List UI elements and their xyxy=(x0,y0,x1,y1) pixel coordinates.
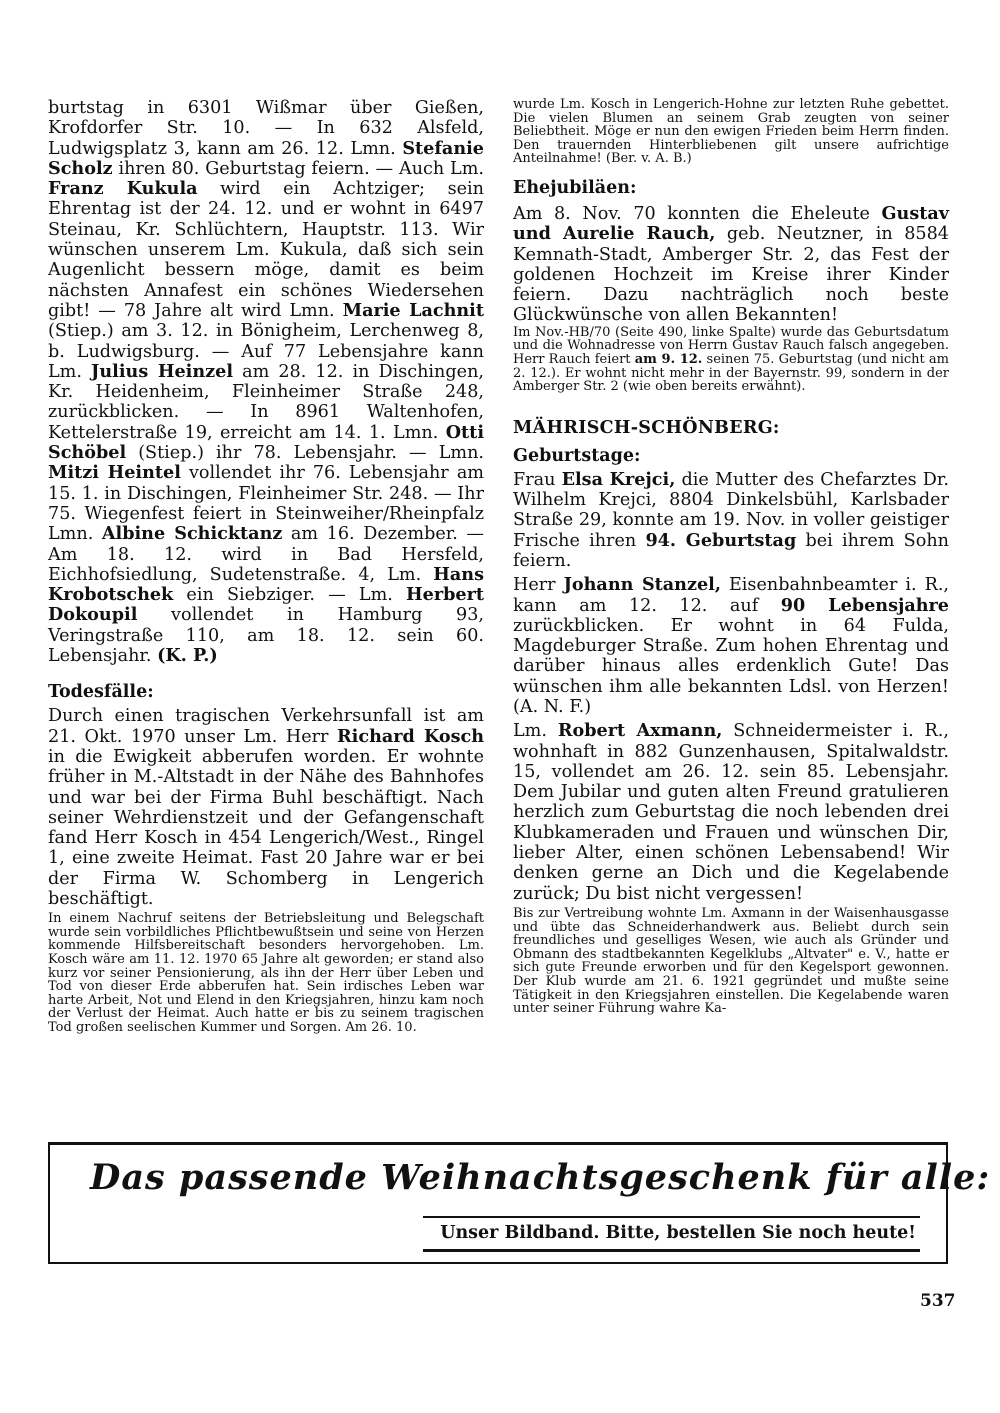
bold-name: 94. Geburtstag xyxy=(645,529,797,551)
text-run: ein Siebziger. — Lm. xyxy=(173,585,407,606)
birthday-krejci xyxy=(513,470,949,571)
text-run: Frau xyxy=(513,469,562,490)
bold-name: Johann Stanzel, xyxy=(563,574,721,596)
text-run: seinen 75. Geburtstag (und nicht am 2. 12.). Er wohnt nicht mehr in der Bayernstr. 99, sondern in der Amberger Str. 2 (wie oben bereits erwähnt). xyxy=(513,351,950,395)
bold-name: Franz Kukula xyxy=(48,178,198,200)
text-run: r xyxy=(70,98,80,118)
bold-name: Gustav und Aurelie Rauch, xyxy=(513,202,949,245)
advertisement-subline-box xyxy=(423,1216,920,1252)
text-run: zurückblicken. Er wohnt in 64 Fulda, Magdeburger Straße. Zum hohen Ehrentag und darüber hinaus alles erdenklich Gute! Das wünschen ihm alle bekannten Ldsl. von Herzen! (A. N. F.) xyxy=(513,615,949,717)
bold-name: Herbert Dokoupil xyxy=(48,584,484,626)
text-run: Herr xyxy=(513,575,564,596)
bold-name: Albine Schicktanz xyxy=(101,523,283,545)
bold-name: (K. P.) xyxy=(157,645,218,667)
bold-name: 90 Lebensjahre xyxy=(780,594,949,616)
bold-name: Robert Axmann, xyxy=(557,720,723,742)
bold-name: Elsa Krejci, xyxy=(561,468,676,490)
bold-name: Hans Krobotschek xyxy=(48,563,484,606)
advertisement-headline: Das passende Weihnachtsgeschenk für alle: xyxy=(90,1157,991,1198)
text-run: vollendet in Hamburg 93, Veringstraße 110, am 18. 12. sein 60. Lebensjahr. xyxy=(48,605,484,667)
bold-name: Otti Schöbel xyxy=(48,421,484,464)
bold-name: Mitzi Heintel xyxy=(48,462,181,484)
bold-name: Richard Kosch xyxy=(337,725,484,747)
text-run: bei ihrem Sohn feiern. xyxy=(513,530,949,571)
text-run: vollendet ihr 76. Lebensjahr am 15. 1. in Dischingen, Fleinheimer Str. 248. — Ihr 75. Wiegenfest feiert in Steinweiher/Rheinpfalz Lmn. xyxy=(48,463,484,545)
birthday-stanzel xyxy=(513,575,949,717)
advertisement-subline: Unser Bildband. Bitte, bestellen Sie noch heute! xyxy=(440,1223,916,1243)
text-run: ihren 80. Geburtstag feiern. — Auch Lm. xyxy=(112,158,484,179)
jubilee-correction xyxy=(513,326,949,394)
text-run: Am 8. Nov. 70 konnten die Eheleute xyxy=(513,203,882,224)
text-run: bu xyxy=(48,98,71,118)
jubilee-text xyxy=(513,204,949,326)
jubilee-heading: Ehejubiläen: xyxy=(513,177,637,198)
text-run: Im Nov.-HB/70 (Seite 490, linke Spalte) wurde das Geburtsdatum und die Wohnadresse von Herrn Gustav Rauch falsch angegeben. Herr Rauch feiert xyxy=(513,324,949,367)
bold-name: Stefanie Scholz xyxy=(48,137,484,179)
page-number: 537 xyxy=(920,1291,956,1311)
obituary-continuation: wurde Lm. Kosch in Lengerich-Hohne zur letzten Ruhe gebettet. Die vielen Blumen an seinem Grab zeugten von seiner Beliebtheit. Möge er nun den ewigen Frieden beim Herrn finden. Den trauernden Hinterbliebenen gilt unsere aufrichtige Anteilnahme! (Ber. v. A. B.) xyxy=(513,97,949,167)
left-column xyxy=(48,98,484,1035)
text-run: Durch einen tragischen Verkehrsunfall ist am 21. Okt. 1970 unser Lm. Herr xyxy=(48,706,484,747)
text-run: die Mutter des Chefarztes Dr. Wilhelm Krejci, 8804 Dinkelsbühl, Karlsbader Straße 29, konnte am 19. Nov. in voller geistiger Frische ihren xyxy=(513,469,949,551)
text-run: tstag in 6301 Wißmar über Gießen, Krofdorfer Str. 10. — In 632 Alsfeld, Ludwigsplatz 3, kann am 26. 12. Lmn. xyxy=(48,98,484,159)
text-run: (Stiep.) ihr 78. Lebensjahr. — Lmn. xyxy=(126,443,484,464)
axmann-small-text: Bis zur Vertreibung wohnte Lm. Axmann in der Waisenhausgasse und übte das Schneiderhandwerk aus. Beliebt durch sein freundliches und geselliges Wesen, wie auch als Gründer und Obmann des stadtbekannten Kegelklubs „Altvater" e. V., hatte er sich gute Freunde erworben und für den Kegelsport gewonnen. Der Klub wurde am 21. 6. 1921 gegründet und mußte seine Tätigkeit in den Kriegsjahren einstellen. Die Kegelabende waren unter seiner Führung wahre Ka- xyxy=(513,905,949,1017)
text-run: wird ein Achtziger; sein Ehrentag ist der 24. 12. und er wohnt in 6497 Steinau, Kr. Schlüchtern, Hauptstr. 113. Wir wünschen unserem Lm. Kukula, daß sich sein Augenlicht bessern möge, damit es beim nächsten Annafest ein schönes Wiedersehen gibt! — 78 Jahre alt wird Lmn. xyxy=(48,179,484,321)
text-run: in die Ewigkeit abberufen worden. Er wohnte früher in M.-Altstadt in der Nähe des Bahnhofes und war bei der Firma Buhl beschäftigt. Nach seiner Wehrdienstzeit und der Gefangenschaft fand Herr Kosch in 454 Lengerich/West., Ringel 1, eine zweite Heimat. Fast 20 Jahre war er bei der Firma W. Schomberg in Lengerich beschäftigt. xyxy=(48,746,484,909)
text-run: Lm. xyxy=(513,721,558,742)
bold-name: Marie Lachnit xyxy=(342,299,484,321)
advertisement-box xyxy=(48,1142,991,1264)
obituary-text xyxy=(48,706,484,909)
text-run: Schneidermeister i. R., wohnhaft in 882 Gunzenhausen, Spitalwaldstr. 15, vollendet am 26. 12. sein 85. Lebensjahr. Dem Jubilar und guten alten Freund gratulieren herzlich zum Geburtstag die noch lebenden drei Klubkameraden und Frauen und wünschen Dir, lieber Alter, einen schönen Lebensabend! Wir denken gerne an Dich und die Kegelabende zurück; Du bist nicht vergessen! xyxy=(513,721,949,904)
text-run: am 16. Dezember. — Am 18. 12. wird in Bad Hersfeld, Eichhofsiedlung, Sudetenstraße. 4, Lm. xyxy=(48,524,484,585)
birthday-axmann xyxy=(513,721,949,904)
text-run: geb. Neutzner, in 8584 Kemnath-Stadt, Amberger Str. 2, das Fest der goldenen Hochzeit im Kreise ihrer Kinder feiern. Dazu nachträglich noch beste Glückwünsche von allen Bekannten! xyxy=(513,224,949,326)
birthdays-heading: Geburtstage: xyxy=(513,445,641,466)
bold-name: am 9. 12. xyxy=(634,351,703,367)
text-run: am 28. 12. in Dischingen, Kr. Heidenheim, Fleinheimer Straße 248, zurückblicken. — In 8961 Waltenhofen, Kettelerstraße 19, erreicht am 14. 1. Lmn. xyxy=(48,361,484,443)
bold-name: Julius Heinzel xyxy=(91,360,233,382)
region-heading: MÄHRISCH-SCHÖNBERG: xyxy=(513,417,780,438)
deaths-heading: Todesfälle: xyxy=(48,682,154,703)
obituary-small-text: In einem Nachruf seitens der Betriebsleitung und Belegschaft wurde sein vorbildliches Pflichtbewußtsein und seine von Herzen kommende Hilfsbereitschaft besonders hervorgehoben. Lm. Kosch wäre am 11. 12. 1970 65 Jahre alt geworden; er stand also kurz vor seiner Pensionierung, als ihn der Herr über Leben und Tod von dieser Erde abberufen hat. Sein irdisches Leben war harte Arbeit, Not und Elend in den Kriegsjahren, hinzu kam noch der Verlust der Heimat. Auch hatte er bis zu seinem tragischen Tod großen seelischen Kummer und Sorgen. Am 26. 10. xyxy=(48,911,484,1036)
right-column xyxy=(513,98,949,1016)
birthday-announcements-left xyxy=(48,98,484,666)
text-run: (Stiep.) am 3. 12. in Bönigheim, Lerchenweg 8, b. Ludwigsburg. — Auf 77 Lebensjahre kann Lm. xyxy=(48,321,484,382)
text-run: Eisenbahnbeamter i. R., kann am 12. 12. auf xyxy=(513,575,950,616)
